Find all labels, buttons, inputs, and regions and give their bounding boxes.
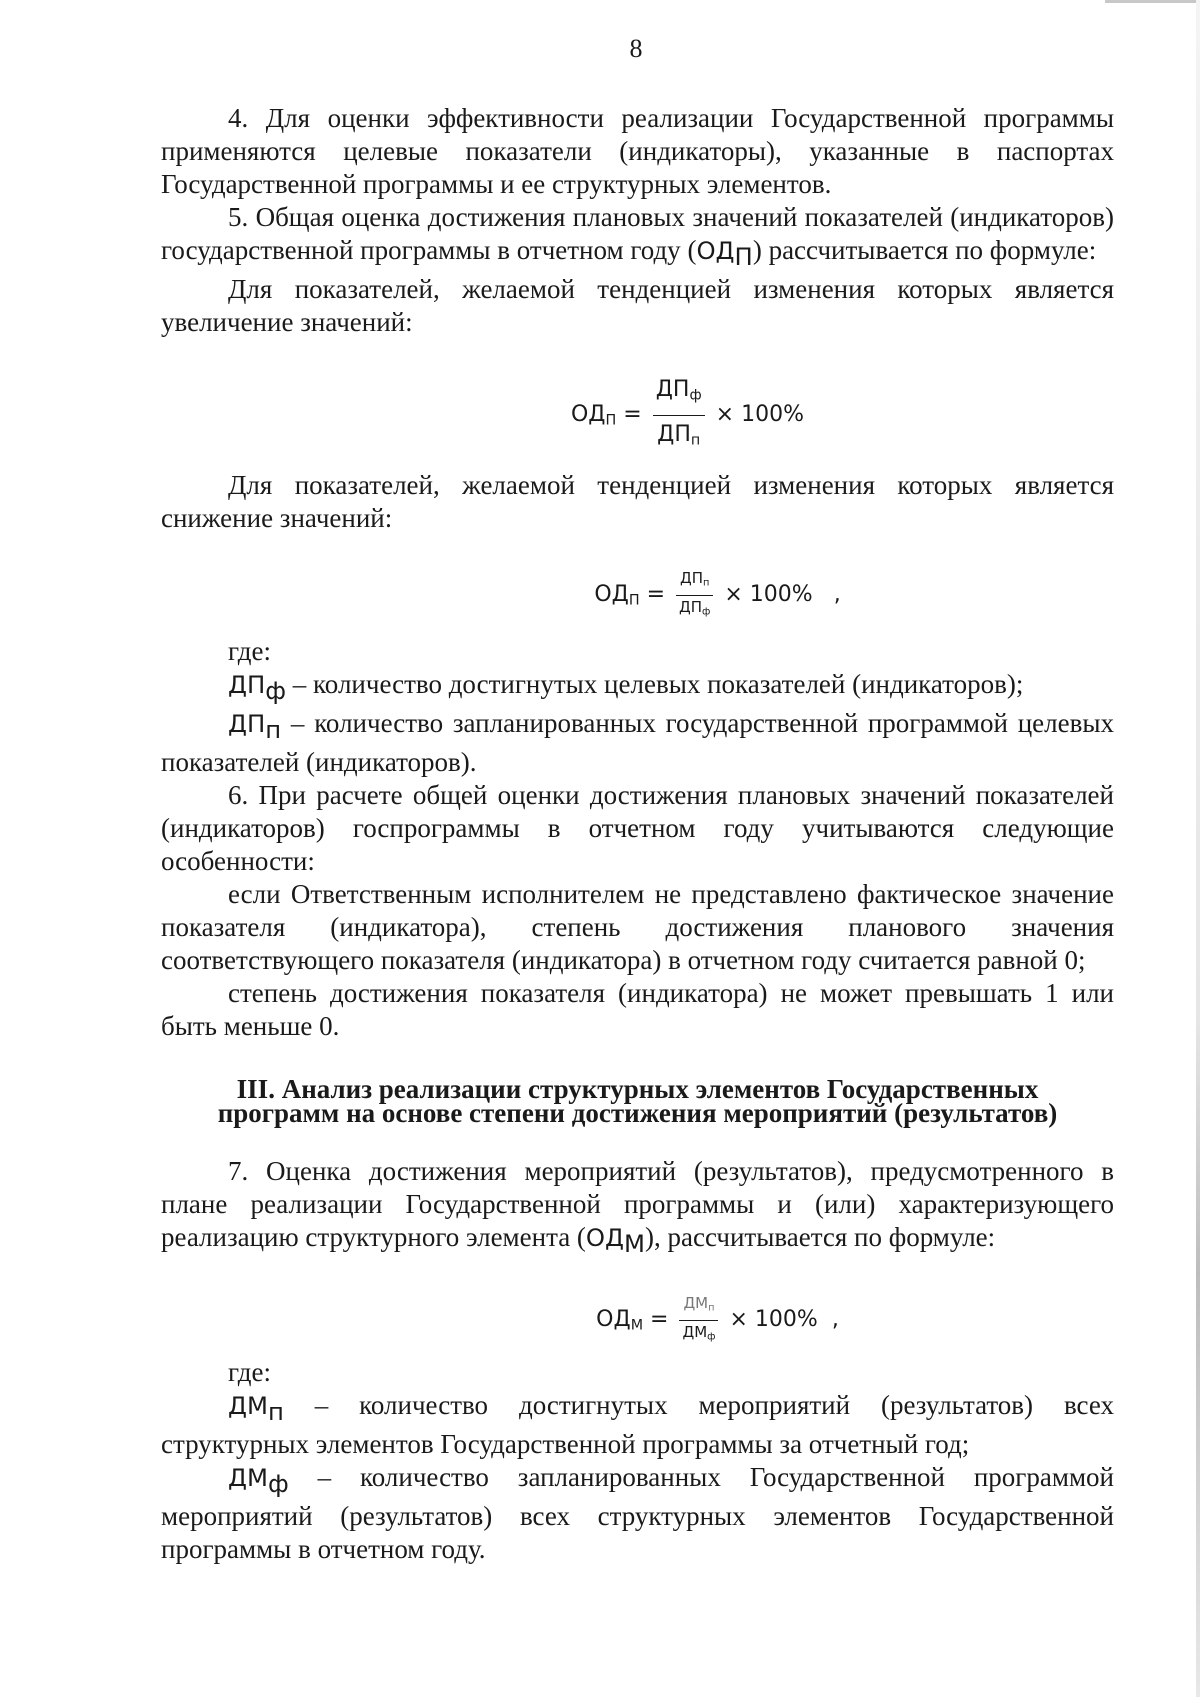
paragraph-5-tail: ) рассчитывается по формуле: [752,235,1097,265]
definition-dm-f-sub: ф [267,1469,289,1499]
formula-increase-lhs-sub: П [605,412,617,429]
paragraph-5-symbol-sub: П [734,242,753,272]
formula-decrease-lhs: ОД [594,582,629,608]
definition-dp-f-sub: ф [265,676,287,706]
paragraph-4: 4. Для оценки эффективности реализации Государственной программы применяются целевые показатели (индикаторы), указанные в паспортах Государственной программы и ее структурных элементов. [161,103,1114,199]
formula-events-den-sub: ф [707,1331,716,1343]
decrease-indicator-text: Для показателей, желаемой тенденцией изменения которых является снижение значений: [161,470,1114,534]
paragraph-7-tail: ), рассчитывается по формуле: [645,1222,996,1253]
formula-increase-numerator [653,373,705,416]
paragraph-5 [161,201,1114,273]
formula-events-comma: , [831,1307,839,1333]
where-label-2: где: [228,1357,271,1388]
formula-increase-num-symbol: ДП [655,377,690,403]
formula-events-num-symbol: ДМ [683,1294,709,1313]
paragraph-5-text: 5. Общая оценка достижения плановых значений показателей (индикаторов) государственной программы в отчетном году [161,202,1114,265]
formula-decrease [161,569,1114,621]
formula-decrease-equals: = [646,582,666,608]
paragraph-7-symbol-sub: М [624,1229,645,1259]
definition-dp-p-symbol: ДП [228,709,266,739]
definition-dp-f-text: – количество достигнутых целевых показателей (индикаторов); [286,669,1024,700]
formula-events-num-sub: п [708,1302,715,1314]
definition-dp-f [161,668,1114,707]
paragraph-6-rule-b: степень достижения показателя (индикатора) не может превышать 1 или быть меньше 0. [161,978,1114,1042]
formula-decrease-den-symbol: ДП [679,597,703,616]
scan-edge-right [1196,0,1200,1697]
formula-decrease-num-symbol: ДП [680,569,704,588]
definition-dp-p-sub: п [265,715,282,745]
definition-dm-p-sub: п [267,1397,284,1427]
formula-increase-num-sub: ф [689,387,702,404]
where-label-1: где: [228,636,271,667]
formula-decrease-fraction [676,569,713,621]
page-number: 8 [629,34,643,63]
definition-dm-f-text: – количество запланированных Государственной программой мероприятий (результатов) всех структурных элементов Государственной программы в отчетном году. [161,1462,1114,1565]
formula-increase-den-sub: п [690,432,701,449]
definition-dm-p-symbol: ДМ [228,1391,268,1421]
definition-dp-f-symbol: ДП [228,670,266,700]
formula-increase-fraction [653,373,705,457]
paragraph-7-text: 7. Оценка достижения мероприятий (результатов), предусмотренного в плане реализации Государственной программы и (или) характеризующего реализацию структурного элемента ( [161,1156,1114,1253]
formula-decrease-comma: , [833,582,841,608]
formula-events-numerator [679,1294,718,1320]
formula-decrease-numerator [676,569,713,595]
definition-dp-p [161,707,1114,779]
formula-events-den-symbol: ДМ [682,1322,708,1341]
formula-increase [161,373,1114,457]
formula-increase-denominator [653,416,705,458]
section-heading [161,1074,1114,1129]
increase-indicator-text: Для показателей, желаемой тенденцией изменения которых является увеличение значений: [161,274,1114,338]
formula-decrease-denominator [676,596,713,621]
paragraph-6: 6. При расчете общей оценки достижения плановых значений показателей (индикаторов) госпрограммы в отчетном году учитываются следующие особенности: [161,780,1114,877]
formula-increase-multiplier: × 100% [715,402,804,428]
formula-events [161,1294,1114,1346]
formula-events-fraction [679,1294,718,1346]
definition-dp-p-text: – количество запланированных государственной программой целевых показателей (индикаторов). [161,708,1114,778]
formula-increase-equals: = [623,402,642,428]
formula-decrease-den-sub: ф [702,606,711,618]
formula-events-denominator [679,1321,718,1346]
section-heading-line-1: III. Анализ реализации структурных элементов Государственных [236,1074,1039,1105]
scan-edge-top [1105,0,1200,3]
paragraph-7-symbol: ОД [585,1223,625,1253]
formula-increase-den-symbol: ДП [657,421,691,447]
paragraph-6-rule-a: если Ответственным исполнителем не представлено фактическое значение показателя (индикатора), степень достижения планового значения соответствующего показателя (индикатора) в отчетном году считается равной 0; [161,879,1114,976]
section-heading-line-2: программ на основе степени достижения мероприятий (результатов) [217,1098,1058,1129]
formula-decrease-lhs-sub: П [628,592,640,609]
paragraph-5-paren: ( [687,235,697,265]
definition-dm-f-symbol: ДМ [228,1463,268,1493]
formula-events-multiplier: × 100% [729,1307,818,1333]
definition-dm-p-text: – количество достигнутых мероприятий (результатов) всех структурных элементов Государственной программы за отчетный год; [161,1390,1114,1460]
definition-dm-p [161,1389,1114,1461]
paragraph-7 [161,1155,1114,1260]
document-body [161,102,1114,1566]
formula-increase-lhs: ОД [570,402,606,428]
formula-events-lhs-sub: М [630,1317,644,1334]
formula-events-lhs: ОД [596,1307,631,1333]
formula-decrease-num-sub: п [703,577,710,589]
definition-dm-f [161,1461,1114,1566]
formula-events-equals: = [650,1307,669,1333]
paragraph-5-symbol: ОД [696,236,735,265]
formula-decrease-multiplier: × 100% [724,582,813,608]
